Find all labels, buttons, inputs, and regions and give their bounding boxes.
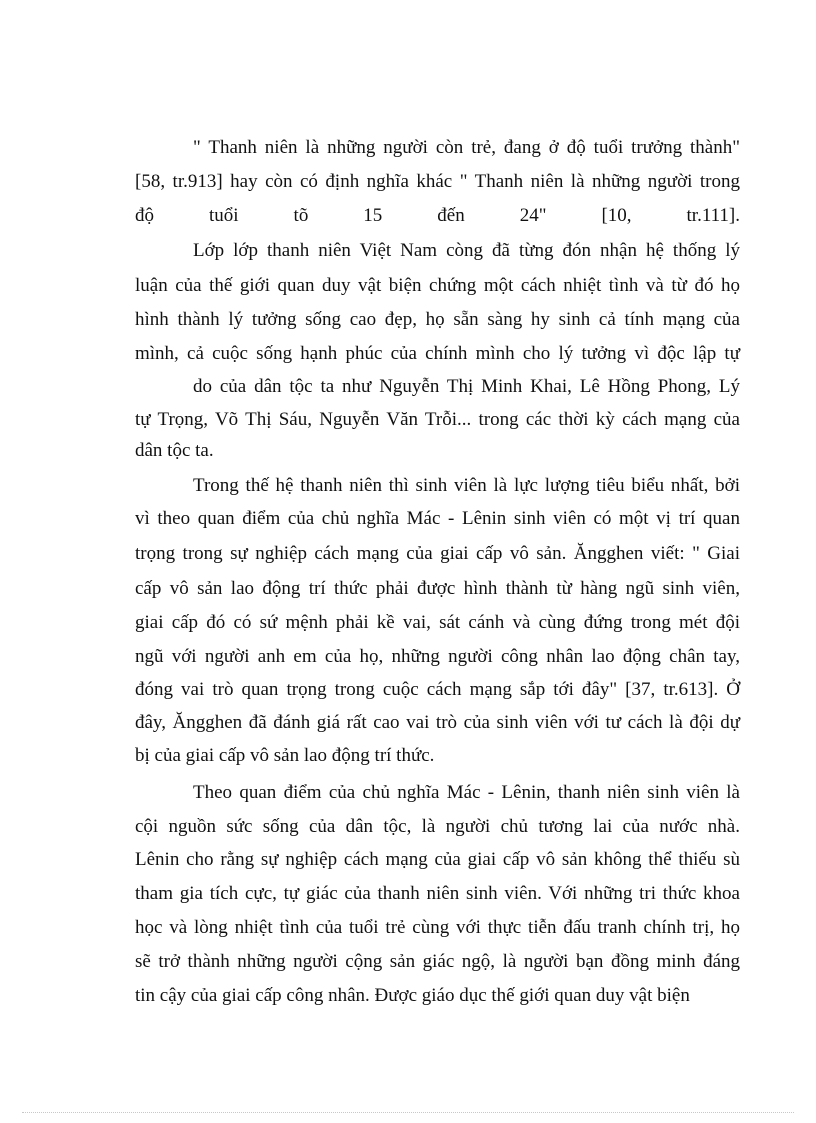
text-line: mình, cả cuộc sống hạnh phúc của chính mình cho lý tưởng vì độc lập tự [135, 343, 740, 364]
text-line: [58, tr.913] hay còn có định nghĩa khác " Thanh niên là những người trong [135, 171, 740, 192]
text-line: trọng trong sự nghiệp cách mạng của giai cấp vô sản. Ăngghen viết: " Giai [135, 543, 740, 564]
text-line: " Thanh niên là những người còn trẻ, đang ở độ tuổi trưởng thành" [193, 137, 740, 158]
text-line: ngũ với người anh em của họ, những người công nhân lao động chân tay, [135, 646, 740, 667]
text-line: giai cấp đó có sứ mệnh phải kề vai, sát cánh và cùng đứng trong mét đội [135, 612, 740, 633]
text-line: vì theo quan điểm của chủ nghĩa Mác - Lênin sinh viên có một vị trí quan [135, 508, 740, 529]
text-line: đóng vai trò quan trọng trong cuộc cách mạng sắp tới đây" [37, tr.613]. Ở [135, 679, 740, 700]
text-line: học và lòng nhiệt tình của tuổi trẻ cùng với thực tiễn đấu tranh chính trị, họ [135, 917, 740, 938]
page-bottom-border [22, 1112, 794, 1113]
text-line: dân tộc ta. [135, 440, 214, 461]
text-line: tin cậy của giai cấp công nhân. Được giáo dục thế giới quan duy vật biện [135, 985, 690, 1006]
text-line: cội nguồn sức sống của dân tộc, là người chủ tương lai của nước nhà. [135, 816, 740, 837]
text-line: bị của giai cấp vô sản lao động trí thức. [135, 745, 435, 766]
text-line: Lớp lớp thanh niên Việt Nam còng đã từng đón nhận hệ thống lý [193, 240, 740, 261]
text-line: tham gia tích cực, tự giác của thanh niên sinh viên. Với những tri thức khoa [135, 883, 740, 904]
text-line: đây, Ăngghen đã đánh giá rất cao vai trò của sinh viên với tư cách là đội dự [135, 712, 740, 733]
text-line: luận của thế giới quan duy vật biện chứng một cách nhiệt tình và từ đó họ [135, 275, 740, 296]
text-line: sẽ trở thành những người cộng sản giác ngộ, là người bạn đồng minh đáng [135, 951, 740, 972]
text-line: Theo quan điểm của chủ nghĩa Mác - Lênin, thanh niên sinh viên là [193, 782, 740, 803]
text-line: tự Trọng, Võ Thị Sáu, Nguyễn Văn Trỗi... trong các thời kỳ cách mạng của [135, 409, 740, 430]
text-line: do của dân tộc ta như Nguyễn Thị Minh Khai, Lê Hồng Phong, Lý [193, 376, 740, 397]
text-line: cấp vô sản lao động trí thức phải được hình thành từ hàng ngũ sinh viên, [135, 578, 740, 599]
text-line: hình thành lý tưởng sống cao đẹp, họ sẵn sàng hy sinh cả tính mạng của [135, 309, 740, 330]
text-line: độ tuổi tõ 15 đến 24" [10, tr.111]. [135, 205, 740, 226]
text-line: Trong thế hệ thanh niên thì sinh viên là lực lượng tiêu biểu nhất, bởi [193, 475, 740, 496]
text-line: Lênin cho rằng sự nghiệp cách mạng của giai cấp vô sản không thể thiếu sù [135, 849, 740, 870]
